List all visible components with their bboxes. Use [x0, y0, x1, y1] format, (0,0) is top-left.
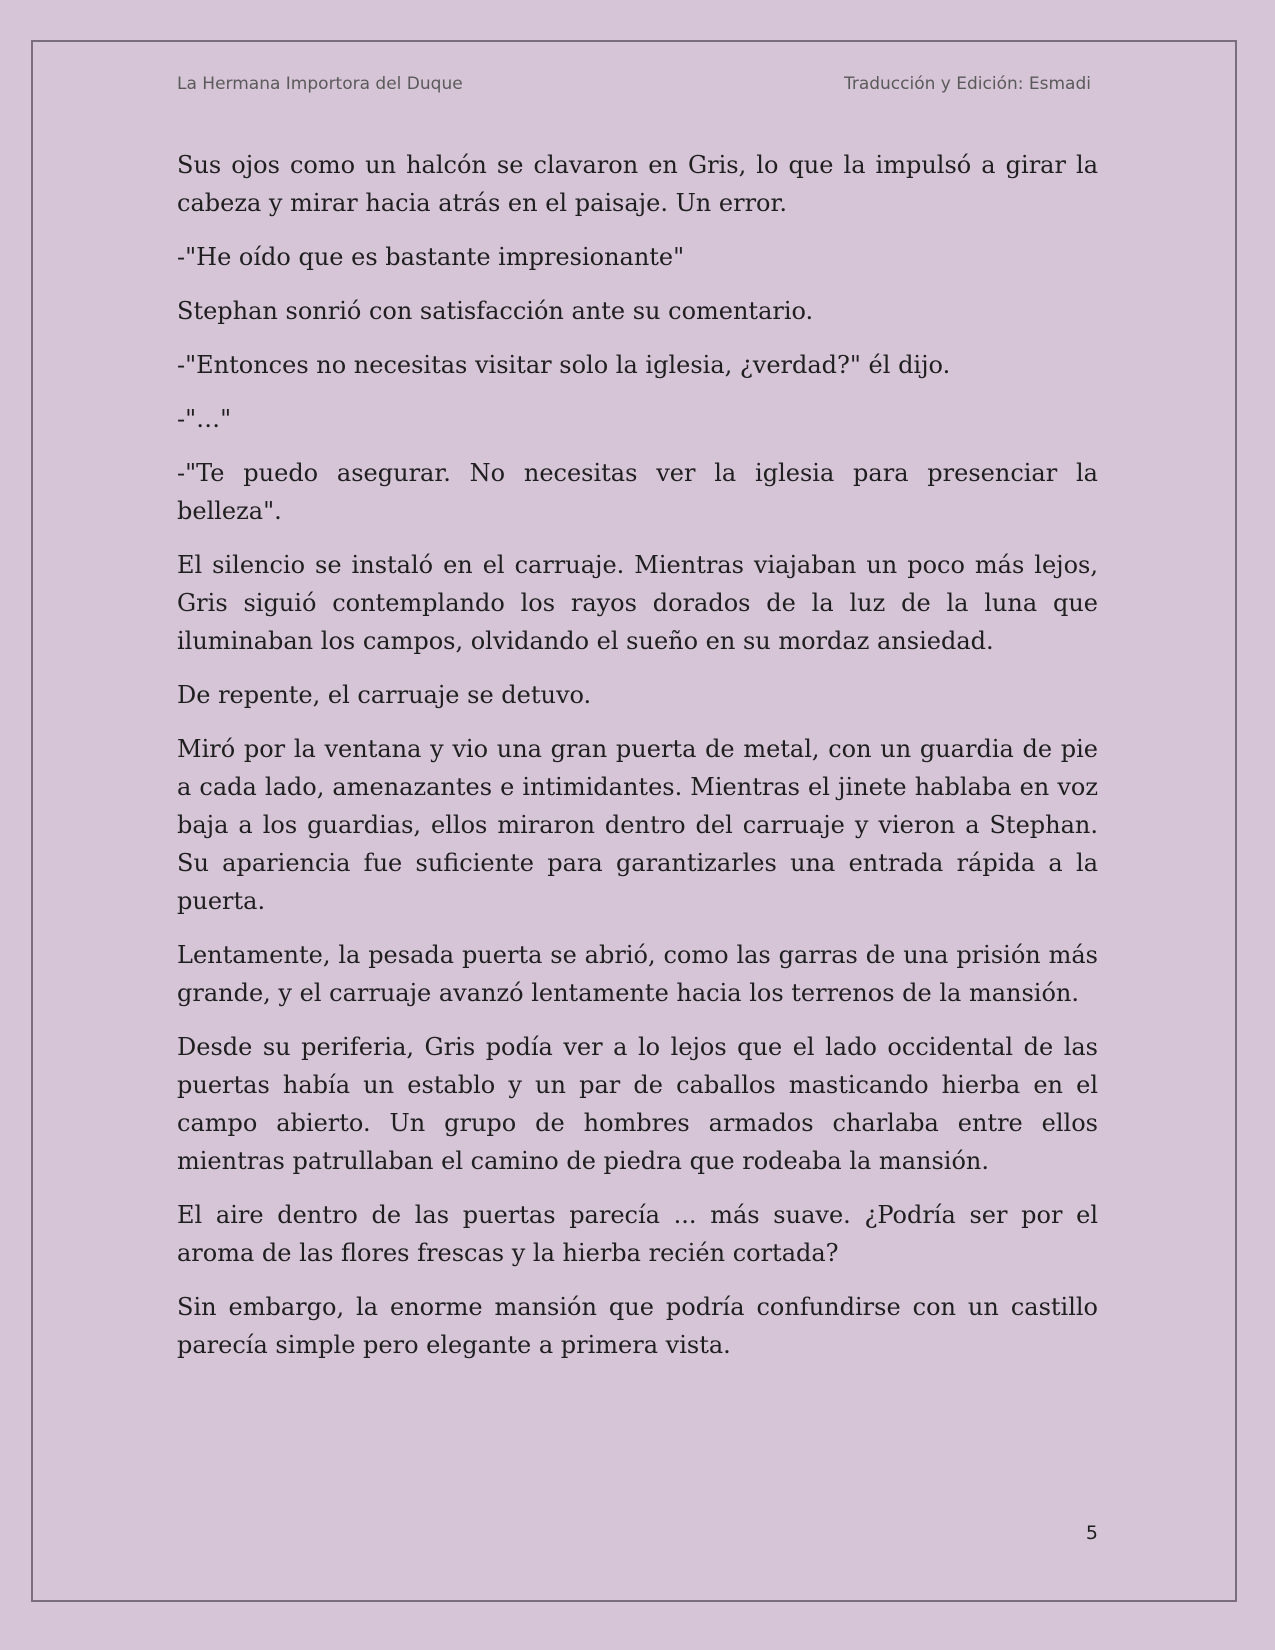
- running-header: [177, 74, 1091, 94]
- paragraph: Desde su periferia, Gris podía ver a lo lejos que el lado occidental de las puertas había un establo y un par de caballos masticando hierba en el campo abierto. Un grupo de hombres armados charlaba entre ellos mientras patrullaban el camino de piedra que rodeaba la mansión.: [177, 1033, 1098, 1175]
- paragraph: El silencio se instaló en el carruaje. Mientras viajaban un poco más lejos, Gris siguió contemplando los rayos dorados de la luz de la luna que iluminaban los campos, olvidando el sueño en su mordaz ansiedad.: [177, 551, 1098, 655]
- header-book-title: La Hermana Importora del Duque: [177, 74, 463, 94]
- paragraph: -"…": [177, 405, 232, 433]
- paragraph: -"Entonces no necesitas visitar solo la iglesia, ¿verdad?" él dijo.: [177, 351, 951, 379]
- header-credits: Traducción y Edición: Esmadi: [843, 74, 1091, 94]
- paragraph: -"He oído que es bastante impresionante": [177, 243, 685, 271]
- paragraph: Sin embargo, la enorme mansión que podría confundirse con un castillo parecía simple pero elegante a primera vista.: [177, 1293, 1098, 1359]
- paragraph: -"Te puedo asegurar. No necesitas ver la iglesia para presenciar la belleza".: [177, 459, 1098, 525]
- paragraph: Miró por la ventana y vio una gran puerta de metal, con un guardia de pie a cada lado, amenazantes e intimidantes. Mientras el jinete hablaba en voz baja a los guardias, ellos miraron dentro del carruaje y vieron a Stephan. Su apariencia fue suficiente para garantizarles una entrada rápida a la puerta.: [177, 735, 1098, 915]
- paragraph: El aire dentro de las puertas parecía ... más suave. ¿Podría ser por el aroma de las flores frescas y la hierba recién cortada?: [177, 1201, 1098, 1267]
- paragraph: Sus ojos como un halcón se clavaron en Gris, lo que la impulsó a girar la cabeza y mirar hacia atrás en el paisaje. Un error.: [177, 151, 1098, 217]
- paragraph: Lentamente, la pesada puerta se abrió, como las garras de una prisión más grande, y el carruaje avanzó lentamente hacia los terrenos de la mansión.: [177, 941, 1098, 1007]
- paragraph: De repente, el carruaje se detuvo.: [177, 681, 592, 709]
- paragraph: Stephan sonrió con satisfacción ante su comentario.: [177, 297, 814, 325]
- page-number: 5: [1085, 1522, 1098, 1544]
- body-text: [177, 146, 1098, 1380]
